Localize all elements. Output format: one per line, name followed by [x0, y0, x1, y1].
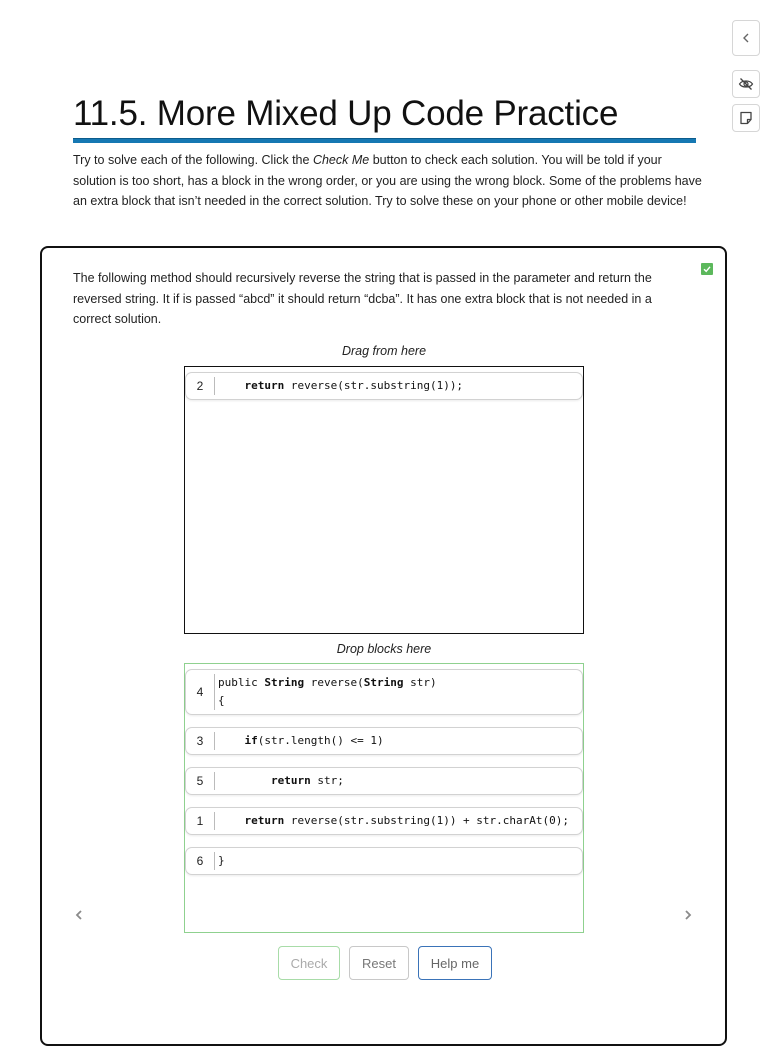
code-block[interactable]	[185, 727, 583, 755]
code-lines	[214, 728, 384, 754]
reset-button[interactable]: Reset	[349, 946, 409, 980]
code-block[interactable]	[185, 847, 583, 875]
code-line	[214, 674, 437, 692]
code-token: {	[218, 694, 225, 707]
source-area-label: Drag from here	[341, 344, 427, 358]
chevron-left-icon	[74, 908, 84, 922]
code-token: reverse(	[304, 676, 364, 689]
code-token: reverse(str.substring(1));	[284, 379, 464, 392]
code-token: (str.length() <= 1)	[257, 734, 384, 747]
chevron-left-icon	[741, 32, 751, 44]
block-number: 3	[196, 734, 204, 748]
code-token: reverse(str.substring(1)) + str.charAt(0);	[284, 814, 570, 827]
code-keyword: String	[363, 676, 404, 689]
collapse-sidebar-button[interactable]	[732, 20, 760, 56]
intro-text-start: Try to solve each of the following. Click the	[73, 153, 313, 167]
code-token	[218, 814, 245, 827]
code-line	[214, 732, 384, 750]
code-line	[214, 692, 437, 710]
code-keyword: String	[264, 676, 305, 689]
code-lines	[214, 768, 344, 794]
block-number: 6	[196, 854, 204, 868]
code-line	[214, 772, 344, 790]
code-token: str)	[403, 676, 437, 689]
new-note-button[interactable]	[732, 104, 760, 132]
hide-annotations-button[interactable]	[732, 70, 760, 98]
code-block[interactable]	[185, 669, 583, 715]
previous-problem-arrow[interactable]	[74, 908, 84, 927]
completed-checkbox-icon	[701, 263, 713, 275]
action-buttons	[278, 946, 492, 980]
answer-area-label: Drop blocks here	[336, 642, 432, 656]
code-lines	[214, 808, 569, 834]
code-keyword: return	[244, 379, 285, 392]
chevron-right-icon	[683, 908, 693, 922]
code-line	[214, 852, 225, 870]
intro-text-end: button to check each solution. You will be told if your solution is too short, has a block in the wrong order, or you are using the wrong block. Some of the problems have an extra block that isn’t needed in the correct solution. Try to solve these on your phone or other mobile device!	[73, 153, 702, 208]
eye-slash-icon	[738, 76, 754, 92]
code-line	[214, 812, 569, 830]
code-lines	[214, 848, 225, 874]
note-icon	[738, 110, 754, 126]
intro-paragraph	[73, 150, 703, 212]
block-number: 2	[196, 379, 204, 393]
page-title: 11.5. More Mixed Up Code Practice	[73, 90, 696, 143]
code-block[interactable]	[185, 807, 583, 835]
block-number: 4	[196, 685, 204, 699]
code-token	[218, 774, 271, 787]
code-block[interactable]	[185, 767, 583, 795]
code-lines	[214, 670, 437, 714]
block-number: 1	[196, 814, 204, 828]
help-me-button[interactable]: Help me	[418, 946, 492, 980]
code-token: str;	[310, 774, 344, 787]
check-me-emphasis: Check Me	[312, 153, 370, 167]
code-token: }	[218, 854, 225, 867]
code-line	[214, 377, 463, 395]
code-token	[218, 379, 245, 392]
block-number: 5	[196, 774, 204, 788]
check-button[interactable]: Check	[278, 946, 340, 980]
code-block[interactable]	[185, 372, 583, 400]
code-token	[218, 734, 245, 747]
parsons-problem-card	[40, 246, 727, 1046]
code-keyword: return	[270, 774, 311, 787]
code-keyword: if	[244, 734, 258, 747]
answer-drop-area[interactable]	[184, 663, 584, 933]
code-keyword: return	[244, 814, 285, 827]
source-drag-area[interactable]	[184, 366, 584, 634]
next-problem-arrow[interactable]	[683, 908, 693, 927]
problem-description: The following method should recursively reverse the string that is passed in the parameter and return the reversed string. It if is passed “abcd” it should return “dcba”. It has one extra block that is not needed in a correct solution.	[73, 271, 652, 326]
code-lines	[214, 373, 463, 399]
side-toolbar	[732, 20, 762, 138]
code-token: public	[218, 676, 265, 689]
